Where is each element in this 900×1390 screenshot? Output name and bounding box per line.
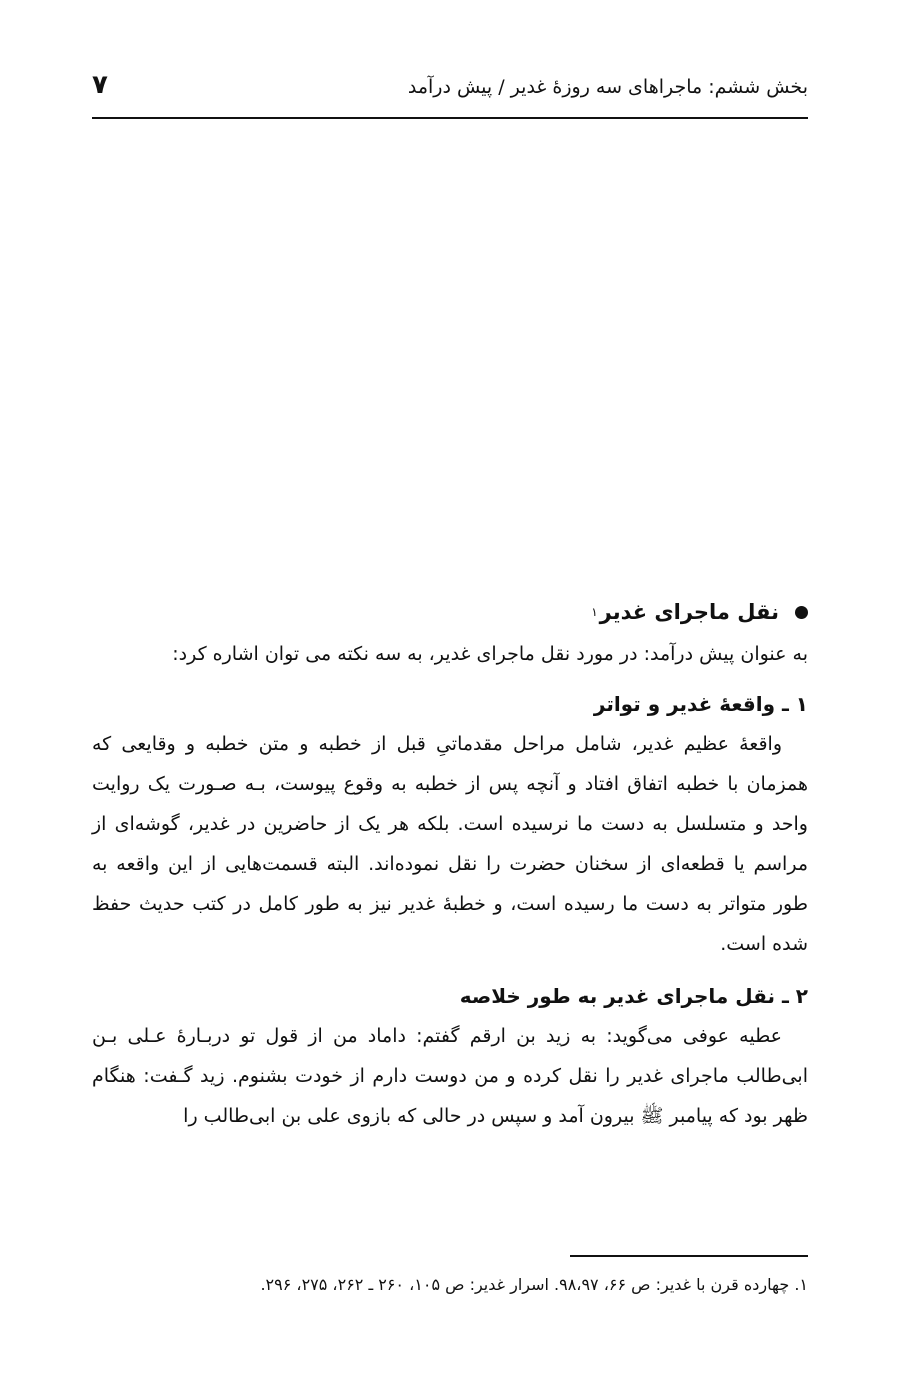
header-title: بخش ششم: ماجراهای سه روزهٔ غدیر / پیش درآمد bbox=[407, 76, 808, 98]
section-heading bbox=[92, 590, 808, 634]
header-rule bbox=[92, 117, 808, 119]
subsection-paragraph-1: واقعهٔ عظیم غدیر، شامل مراحل مقدماتیِ قبل از خطبه و متن خطبه و وقایعی که همزمان با خطبه اتفاق افتاد و آنچه پس از خطبه به وقوع پیوست، بـه صـورت یک روایت واحد و متسلسل به دست ما نرسیده است. بلکه هر یک از حاضرین در غدیر، گوشه‌ای از مراسم یا قطعه‌ای از سخنان حضرت را نقل نموده‌اند. البته قسمت‌هایی از این واقعه به طور متواتر به دست ما رسیده است، و خطبهٔ غدیر نیز به طور کامل در کتب حدیث حفظ شده است. bbox=[92, 733, 808, 955]
subsection-heading-1: ۱ ـ واقعهٔ غدیر و تواتر bbox=[593, 692, 808, 716]
section-heading-text: نقل ماجرای غدیر bbox=[599, 600, 779, 624]
footnote-rule bbox=[570, 1255, 808, 1257]
running-header bbox=[92, 70, 808, 110]
subsection-heading-2: ۲ ـ نقل ماجرای غدیر به طور خلاصه bbox=[459, 984, 808, 1008]
bullet-icon bbox=[795, 606, 808, 619]
page-number: ۷ bbox=[92, 70, 108, 100]
intro-paragraph: به عنوان پیش درآمد: در مورد نقل ماجرای غدیر، به سه نکته می توان اشاره کرد: bbox=[172, 643, 808, 665]
main-content bbox=[92, 590, 808, 1136]
subsection-paragraph-2: عطیه عوفی می‌گوید: به زید بن ارقم گفتم: داماد من از قول تو دربـارهٔ عـلی بـن ابی‌طالب ماجرای غدیر را نقل کرده و من دوست دارم از خودت بشنوم. زید گـفت: هنگام ظهر بود که پیامبر ﷺ بیرون آمد و سپس در حالی که بازوی علی بن ابی‌طالب را bbox=[92, 1025, 808, 1127]
footnote: ۱. چهارده قرن با غدیر: ص ۶۶، ۹۸،۹۷. اسرار غدیر: ص ۱۰۵، ۲۶۰ ـ ۲۶۲، ۲۷۵، ۲۹۶. bbox=[260, 1275, 808, 1294]
footnote-marker[interactable]: ۱ bbox=[591, 605, 598, 619]
